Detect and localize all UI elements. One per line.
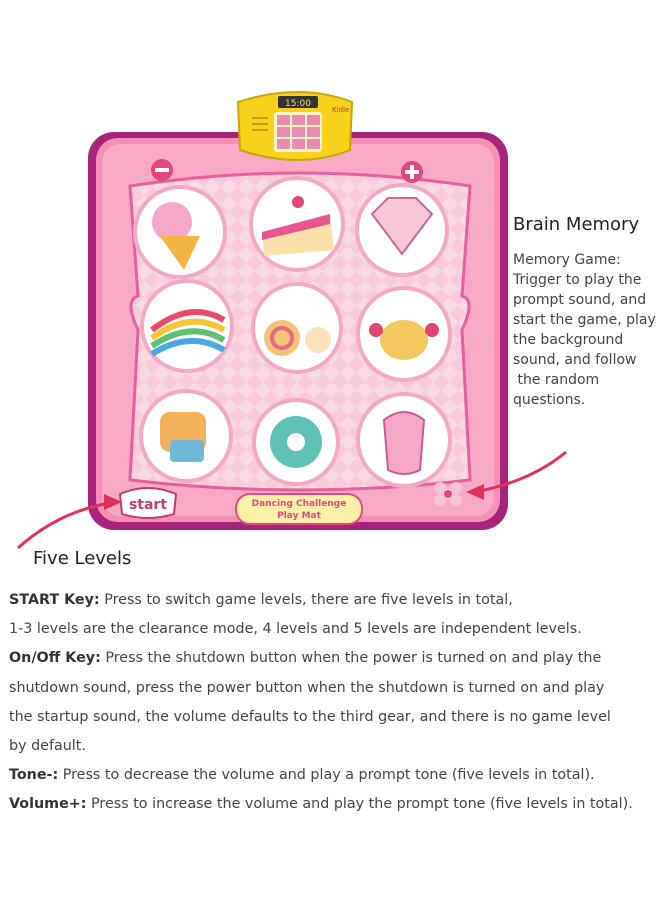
control-unit (238, 92, 352, 160)
svg-text:Dancing Challenge: Dancing Challenge (251, 499, 347, 509)
brain-line: start the game, play (513, 312, 656, 328)
brain-line: Memory Game: (513, 252, 621, 268)
tone-key-line: Tone-: Press to decrease the volume and play a prompt tone (five levels in total). (9, 767, 595, 784)
svg-text:15:00: 15:00 (285, 99, 311, 109)
tone-key-label: Tone-: (9, 767, 59, 784)
tile-cake-roll-cat (253, 284, 341, 372)
volume-key-label: Volume+: (9, 796, 87, 813)
start-key-label: START Key: (9, 592, 100, 608)
five-levels-title: Five Levels (33, 548, 132, 569)
svg-text:Play Mat: Play Mat (277, 511, 321, 521)
start-key-line-2: 1-3 levels are the clearance mode, 4 levels and 5 levels are independent levels. (9, 621, 582, 638)
brain-line: prompt sound, and (513, 292, 647, 308)
svg-text:Kidle: Kidle (332, 106, 350, 114)
onoff-key-line: On/Off Key: Press the shutdown button when the power is turned on and play the (9, 650, 602, 667)
brain-line: Trigger to play the (513, 272, 642, 288)
onoff-key-label: On/Off Key: (9, 650, 101, 667)
brain-line: questions. (513, 392, 586, 408)
start-key-line: START Key: Press to switch game levels, there are five levels in total, (9, 592, 513, 608)
key-descriptions (9, 586, 654, 820)
onoff-key-line-3: the startup sound, the volume defaults to the third gear, and there is no game level (9, 708, 611, 725)
onoff-key-line-2: shutdown sound, press the power button when the shutdown is turned on and play (9, 679, 605, 696)
volume-key-line: Volume+: Press to increase the volume and play the prompt tone (five levels in total). (9, 796, 633, 813)
brain-line: the background (513, 332, 624, 348)
svg-text:start: start (128, 497, 168, 513)
brain-memory-title: Brain Memory (513, 214, 640, 235)
brain-line: sound, and follow (513, 352, 637, 368)
start-button (120, 488, 176, 518)
brain-memory-description (513, 250, 658, 410)
brain-line: the random (513, 372, 600, 388)
mat-logo (236, 494, 362, 524)
onoff-key-line-4: by default. (9, 738, 86, 755)
